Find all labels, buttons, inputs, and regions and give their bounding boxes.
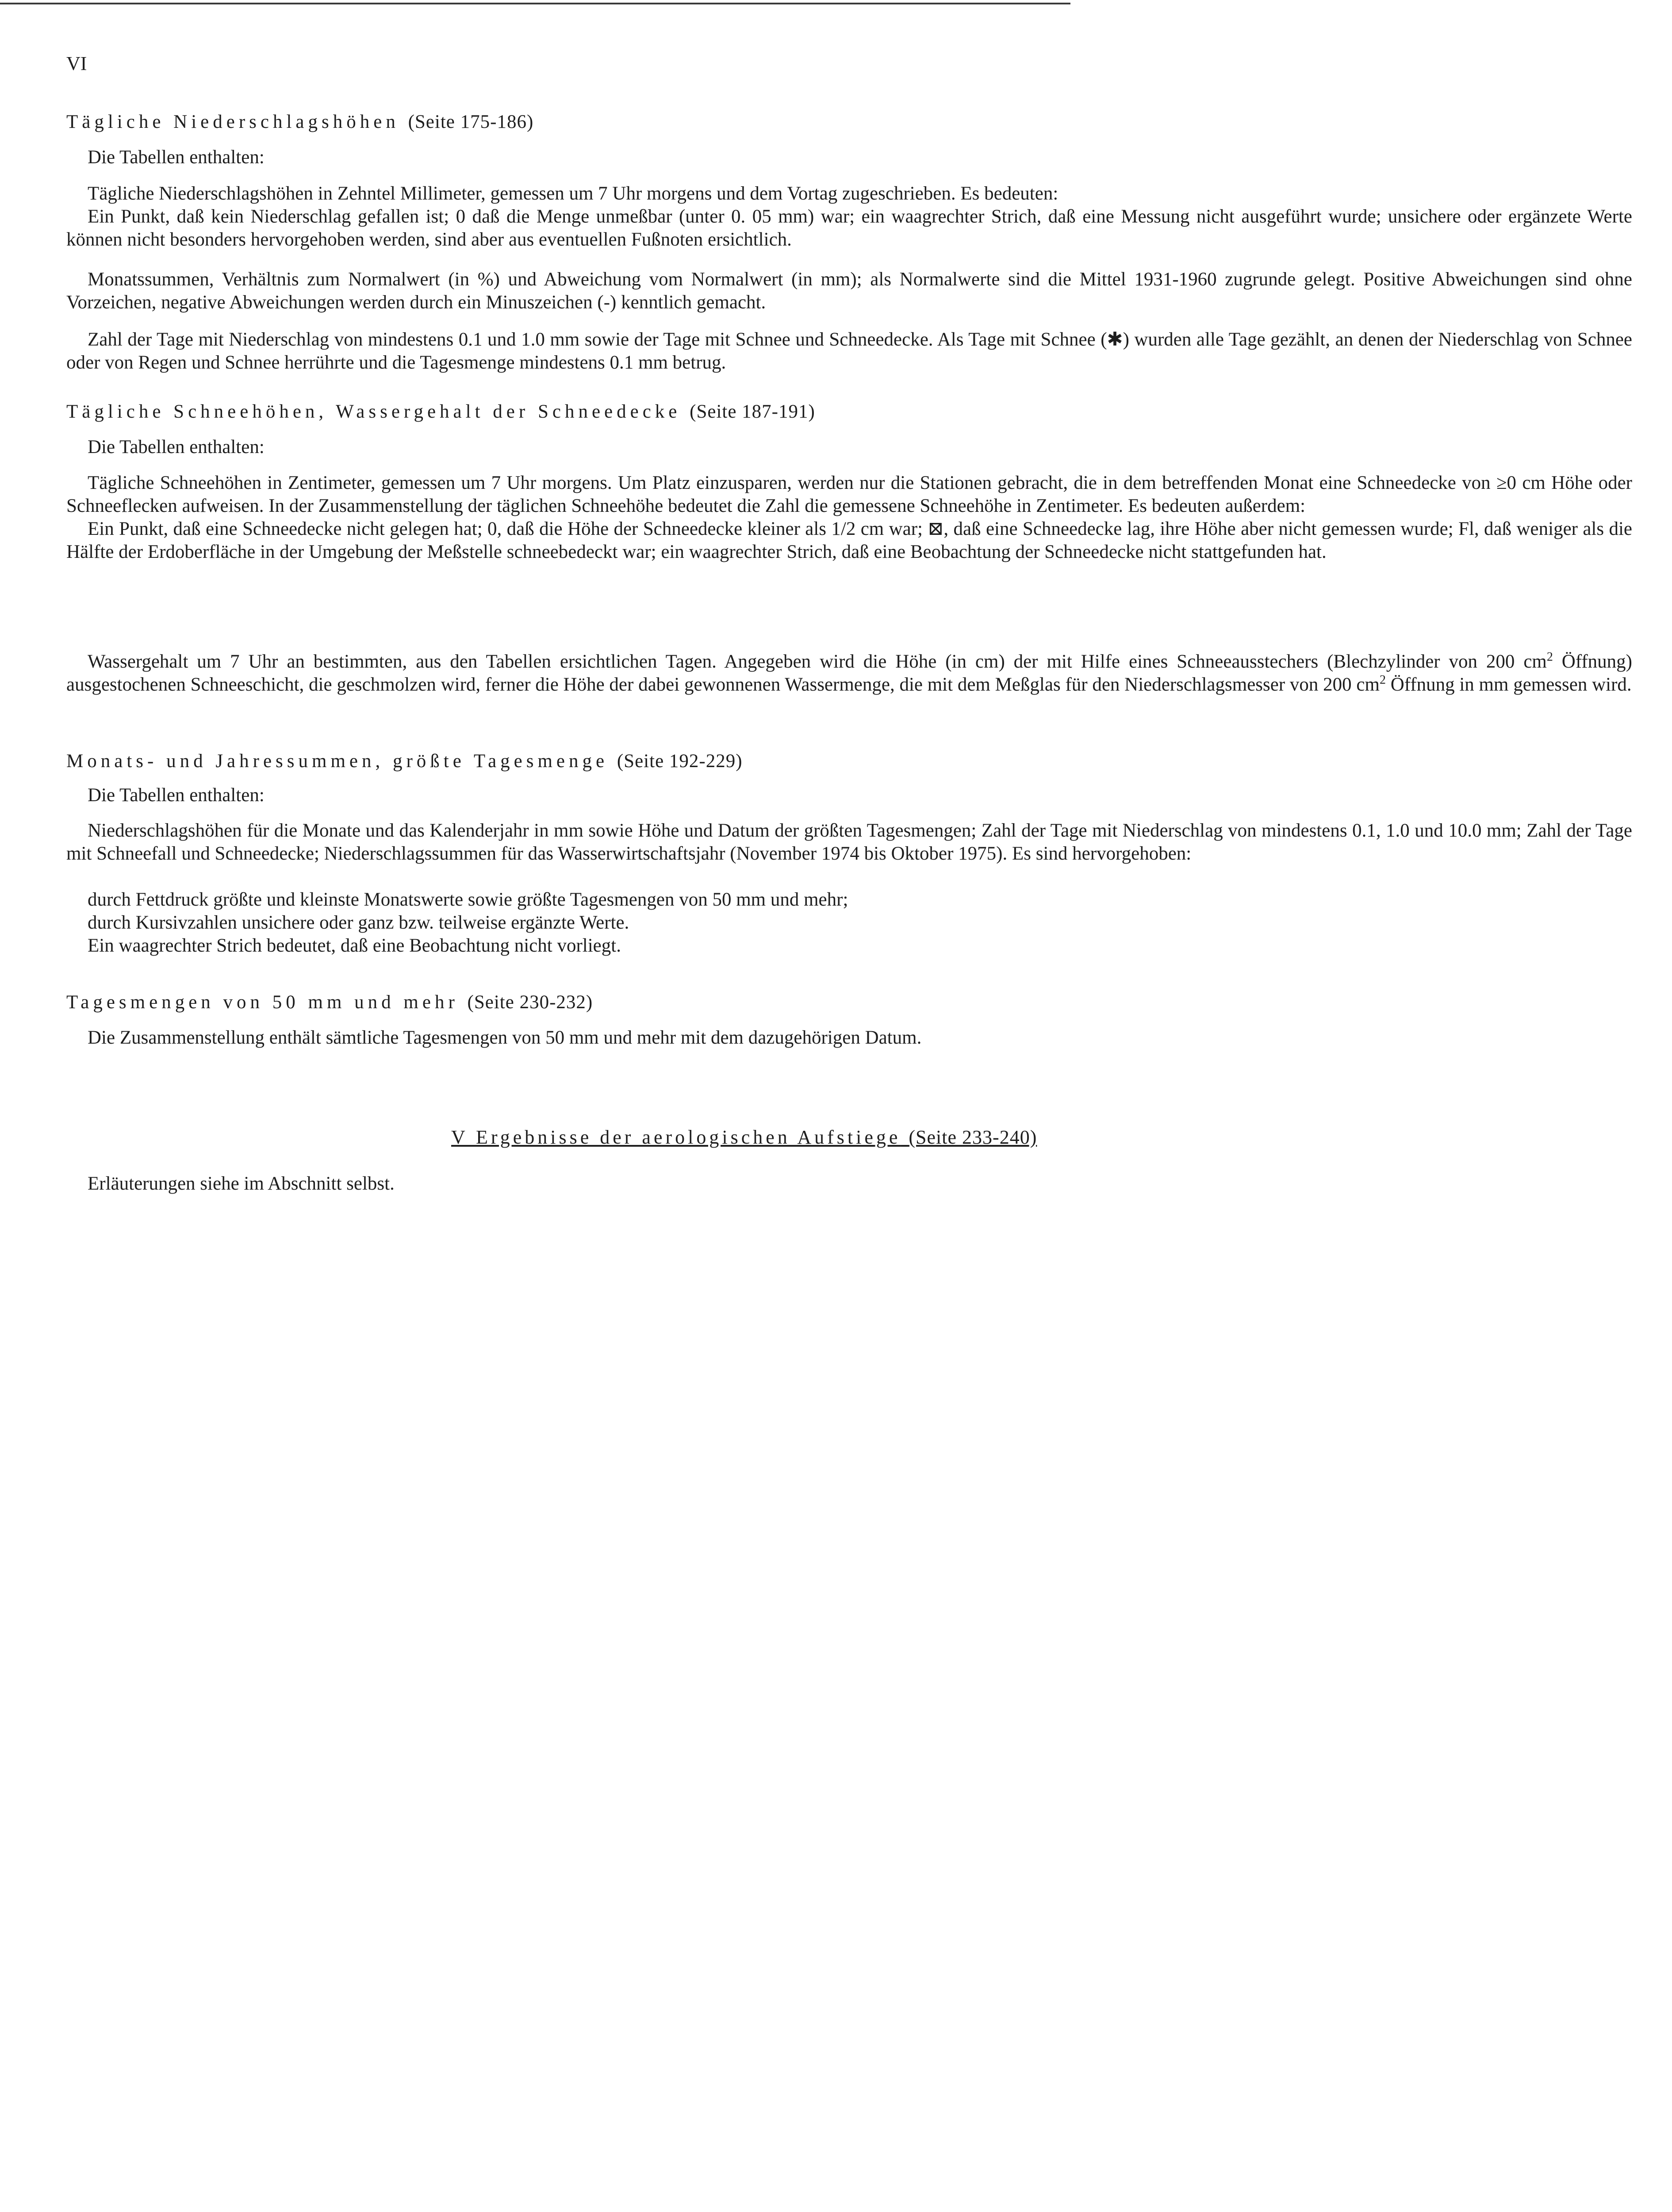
page-number: VI — [66, 53, 87, 74]
list-item: Ein waagrechter Strich bedeutet, daß eine Beobachtung nicht vorliegt. — [88, 935, 621, 956]
section-page-ref: (Seite 192-229) — [617, 751, 743, 772]
top-rule — [0, 3, 1070, 4]
section-heading-schneehoehen — [66, 400, 1632, 423]
paragraph: Monatssummen, Verhältnis zum Normalwert (in %) und Abweichung vom Normalwert (in mm); als Normalwerte sind die Mittel 1931-1960 zugrunde gelegt. Positive Abweichungen sind ohne Vorzeichen, negative Abweichungen werden durch ein Minuszeichen (-) kenntlich gemacht. — [66, 269, 1632, 313]
paragraph: Erläuterungen siehe im Abschnitt selbst. — [88, 1173, 395, 1194]
section-title: Tägliche Niederschlagshöhen — [66, 111, 399, 132]
section-heading-aerologie — [451, 1126, 1037, 1148]
section-page-ref: (Seite 233-240) — [909, 1126, 1037, 1148]
section-title: Monats- und Jahressummen, größte Tagesmenge — [66, 751, 609, 772]
section-page-ref: (Seite 175-186) — [408, 111, 534, 132]
paragraph — [66, 182, 1632, 251]
paragraph — [66, 472, 1632, 564]
paragraph-line: Tägliche Niederschlagshöhen in Zehntel Millimeter, gemessen um 7 Uhr morgens und dem Vortag zugeschrieben. Es bedeuten: — [88, 183, 1058, 204]
section-intro: Die Tabellen enthalten: — [88, 437, 265, 457]
paragraph: Die Zusammenstellung enthält sämtliche Tagesmengen von 50 mm und mehr mit dem dazugehörigen Datum. — [88, 1027, 922, 1048]
paragraph: Zahl der Tage mit Niederschlag von mindestens 0.1 und 1.0 mm sowie der Tage mit Schnee und Schneedecke. Als Tage mit Schnee (✱) wurden alle Tage gezählt, an denen der Niederschlag von Schnee oder von Regen und Schnee herrührte und die Tagesmenge mindestens 0.1 mm betrug. — [66, 329, 1632, 373]
section-title: V Ergebnisse der aerologischen Aufstiege — [451, 1126, 901, 1148]
section-title: Tagesmengen von 50 mm und mehr — [66, 992, 459, 1013]
section-heading-monatssummen — [66, 750, 1632, 773]
paragraph-text: Ein Punkt, daß eine Schneedecke nicht gelegen hat; 0, daß die Höhe der Schneedecke kleiner als 1/2 cm war; ⊠, daß eine Schneedecke lag, ihre Höhe aber nicht gemessen wurde; Fl, daß weniger als die Hälfte der Erdoberfläche in der Umgebung der Meßstelle schneebedeckt war; ein waagrechter Strich, daß eine Beobachtung der Schneedecke nicht stattgefunden hat. — [66, 518, 1632, 562]
section-intro: Die Tabellen enthalten: — [88, 785, 265, 806]
section-page-ref: (Seite 187-191) — [690, 401, 815, 422]
list-item: durch Kursivzahlen unsichere oder ganz bzw. teilweise ergänzte Werte. — [88, 912, 629, 933]
paragraph: Niederschlagshöhen für die Monate und das Kalenderjahr in mm sowie Höhe und Datum der größten Tagesmengen; Zahl der Tage mit Niederschlag von mindestens 0.1, 1.0 und 10.0 mm; Zahl der Tage mit Schneefall und Schneedecke; Niederschlagssummen für das Wasserwirtschaftsjahr (November 1974 bis Oktober 1975). Es sind hervorgehoben: — [66, 820, 1632, 864]
section-page-ref: (Seite 230-232) — [467, 992, 593, 1013]
section-intro: Die Tabellen enthalten: — [88, 147, 265, 168]
section-heading-niederschlag — [66, 111, 1632, 134]
list-item: durch Fettdruck größte und kleinste Monatswerte sowie größte Tagesmengen von 50 mm und mehr; — [88, 889, 848, 910]
paragraph-text: Tägliche Schneehöhen in Zentimeter, gemessen um 7 Uhr morgens. Um Platz einzusparen, werden nur die Stationen gebracht, die in dem betreffenden Monat eine Schneedecke von ≥0 cm Höhe oder Schneeflecken aufweisen. In der Zusammenstellung der täglichen Schneehöhe bedeutet die Zahl die gemessene Schneehöhe in Zentimeter. Es bedeuten außerdem: — [66, 472, 1632, 516]
paragraph-text: Ein Punkt, daß kein Niederschlag gefallen ist; 0 daß die Menge unmeßbar (unter 0. 05 mm) war; ein waagrechter Strich, daß eine Messung nicht ausgeführt wurde; unsichere oder ergänzete Werte können nicht besonders hervorgehoben werden, sind aber aus eventuellen Fußnoten ersichtlich. — [66, 206, 1632, 250]
paragraph-wassergehalt: Wassergehalt um 7 Uhr an bestimmten, aus den Tabellen ersichtlichen Tagen. Angegeben wird die Höhe (in cm) der mit Hilfe eines Schneeausstechers (Blechzylinder von 200 $cm^2$ Öffnung) ausgestochenen Schneeschicht, die geschmolzen wird, ferner die Höhe der dabei gewonnenen Wassermenge, die mit dem Meßglas für den Niederschlagsmesser von 200 $cm^2$ Öffnung in mm gemessen wird. — [66, 650, 1632, 695]
section-heading-tagesmengen — [66, 991, 1632, 1014]
section-title: Tägliche Schneehöhen, Wassergehalt der Schneedecke — [66, 401, 681, 422]
